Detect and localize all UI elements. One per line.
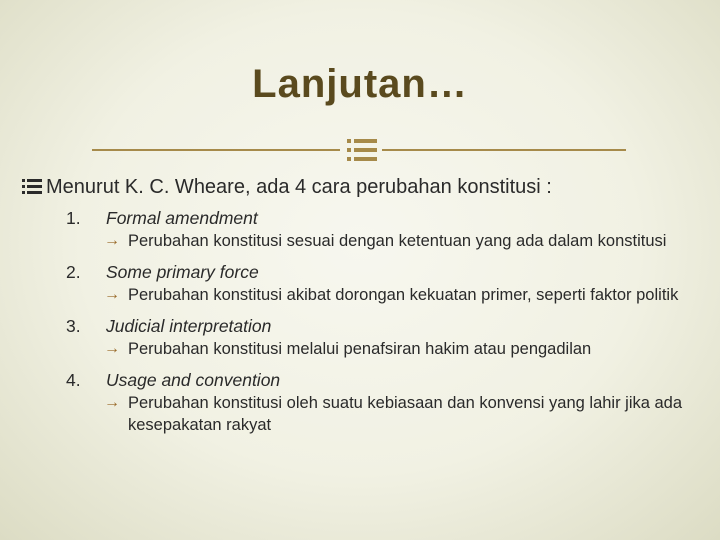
item-number: 4.	[66, 370, 81, 390]
list-lines-icon	[347, 136, 377, 164]
list-lines-icon	[22, 177, 42, 195]
intro-line	[22, 176, 552, 199]
item-description: Perubahan konstitusi akibat dorongan kekuatan primer, seperti faktor politik	[128, 286, 679, 304]
title-divider-right	[382, 149, 626, 151]
item-description: Perubahan konstitusi sesuai dengan ketentuan yang ada dalam konstitusi	[128, 232, 667, 250]
item-term: Some primary force	[106, 262, 259, 282]
item-description: Perubahan konstitusi oleh suatu kebiasaan dan konvensi yang lahir jika ada kesepakatan rakyat	[128, 394, 683, 434]
item-number: 2.	[66, 262, 81, 282]
intro-text: Menurut K. C. Wheare, ada 4 cara perubahan konstitusi :	[46, 176, 552, 198]
list-item	[66, 314, 706, 360]
item-term: Judicial interpretation	[106, 316, 272, 336]
arrow-right-icon: →	[104, 232, 120, 249]
item-number: 1.	[66, 208, 81, 228]
arrow-right-icon: →	[104, 394, 120, 411]
item-term: Usage and convention	[106, 370, 281, 390]
item-description: Perubahan konstitusi melalui penafsiran hakim atau pengadilan	[128, 340, 592, 358]
title-divider-left	[92, 149, 340, 151]
list-item	[66, 260, 706, 306]
arrow-right-icon: →	[104, 286, 120, 303]
numbered-list	[66, 206, 706, 444]
item-term: Formal amendment	[106, 208, 258, 228]
list-item	[66, 206, 706, 252]
slide-title: Lanjutan…	[252, 62, 468, 106]
item-number: 3.	[66, 316, 81, 336]
arrow-right-icon: →	[104, 340, 120, 357]
list-item	[66, 368, 706, 436]
